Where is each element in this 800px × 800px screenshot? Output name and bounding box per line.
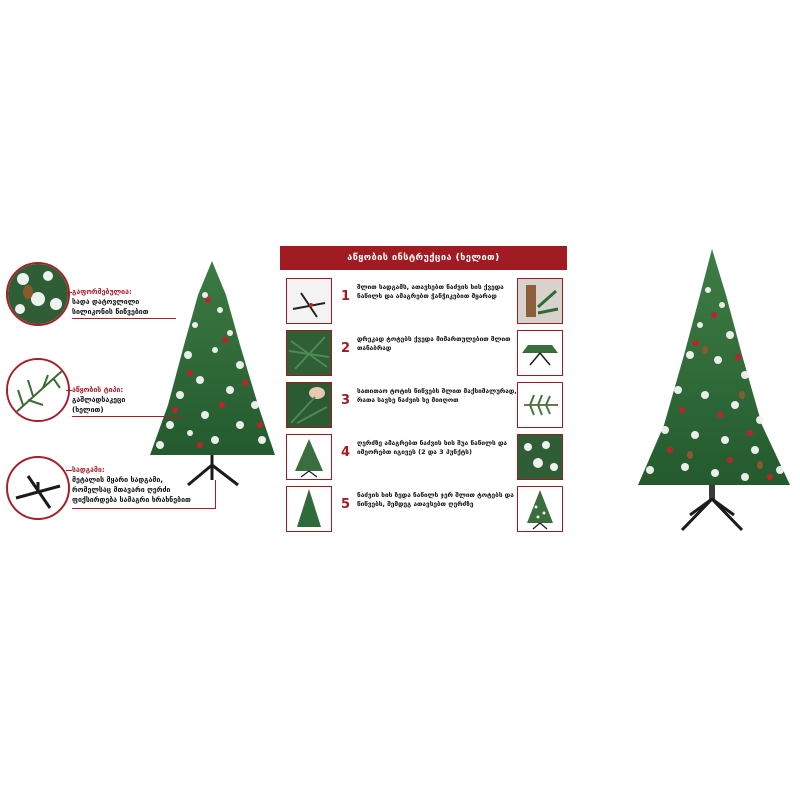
step-row [280,328,567,378]
needle-fluff-icon [287,383,331,427]
step-4-text: ღერძზე ამაგრებთ ნაძვის ხის შუა ნაწილს და იმეორებთ იგივეს (2 და 3 პუნქტს) [357,439,507,456]
assembly-detail-circle [6,358,70,422]
callout-2-pointer [72,416,182,417]
pine-branch-detail-icon [8,360,68,420]
callout-3-line: რომელსაც მთავარი ღერძი [72,486,171,494]
single-branch-icon [518,383,562,427]
needle-detail-circle [6,262,70,326]
step-row [280,380,567,430]
base-section-icon [518,331,562,375]
step-3-right-thumb [517,382,563,428]
callout-2-title: აწყობის ტიპი: [72,386,124,394]
full-tree-icon [518,487,562,531]
callout-3-pointer-base [72,508,216,509]
step-row [280,484,567,534]
callout-1-pointer [72,318,176,319]
step-5-number: 5 [341,497,351,512]
stand-detail-circle [6,456,70,520]
callout-2-line: (ხელით) [72,406,104,414]
step-4-left-thumb [286,434,332,480]
step-1-text: შლით სადგამს, ათავსებთ ნაძვის ხის ქვედა ნაწილს და ამაგრებთ ჭანჭიკებით მყარად [357,283,504,300]
callout-1-line: სადა დატოვლილი [72,298,140,306]
step-2-text: დრეკად ტოტებს ქვედა მიმართულებით შლით თანაბრად [357,335,511,352]
step-1-right-thumb [517,278,563,324]
step-4-right-thumb [517,434,563,480]
step-2-right-thumb [517,330,563,376]
snowy-branch-icon [518,435,562,479]
step-3-left-thumb [286,382,332,428]
callout-3-line: ფიქსირდება სამაგრი ხრახნებით [72,496,191,504]
tree-top-icon [287,487,331,531]
step-row [280,276,567,326]
pine-tree-icon [630,245,800,540]
callout-3-line: მეტალის მყარი სადგამი, [72,476,163,484]
step-row [280,432,567,482]
step-3-text: სათითაო ტოტის წიწვებს შლით მაქსიმალურად, რათა სავსე ნაძვის ხე მიიღოთ [357,387,517,404]
callout-1-line: სილიკონის წიწვებით [72,308,149,316]
callout-2-line: გაშლადსაკეცი [72,396,126,404]
panel-title: აწყობის ინსტრუქცია (ხელით) [280,246,567,270]
callout-1-title: გაფორმებულია: [72,288,132,296]
pine-needle-detail-icon [8,264,68,324]
step-5-right-thumb [517,486,563,532]
step-1-number: 1 [341,289,351,304]
tree-stand-x-icon [8,458,68,518]
step-3-number: 3 [341,393,351,408]
assembly-photo-icon [518,279,562,323]
step-2-number: 2 [341,341,351,356]
step-1-left-thumb [286,278,332,324]
step-4-number: 4 [341,445,351,460]
callout-1-text [72,287,182,317]
instruction-panel [280,246,567,536]
callout-3-pointer [215,480,216,508]
step-5-left-thumb [286,486,332,532]
callout-3-text [72,465,217,505]
step-2-left-thumb [286,330,332,376]
stand-icon [287,279,331,323]
right-tree-figure [630,245,800,540]
branch-spread-icon [287,331,331,375]
callout-3-title: სადგამი: [72,466,105,474]
callout-2-text [72,385,182,415]
half-tree-icon [287,435,331,479]
step-5-text: ნაძვის ხის ზედა ნაწილს ჯერ შლით ტოტებს და წიწვებს, შემდეგ ათავსებთ ღერძზე [357,491,514,508]
